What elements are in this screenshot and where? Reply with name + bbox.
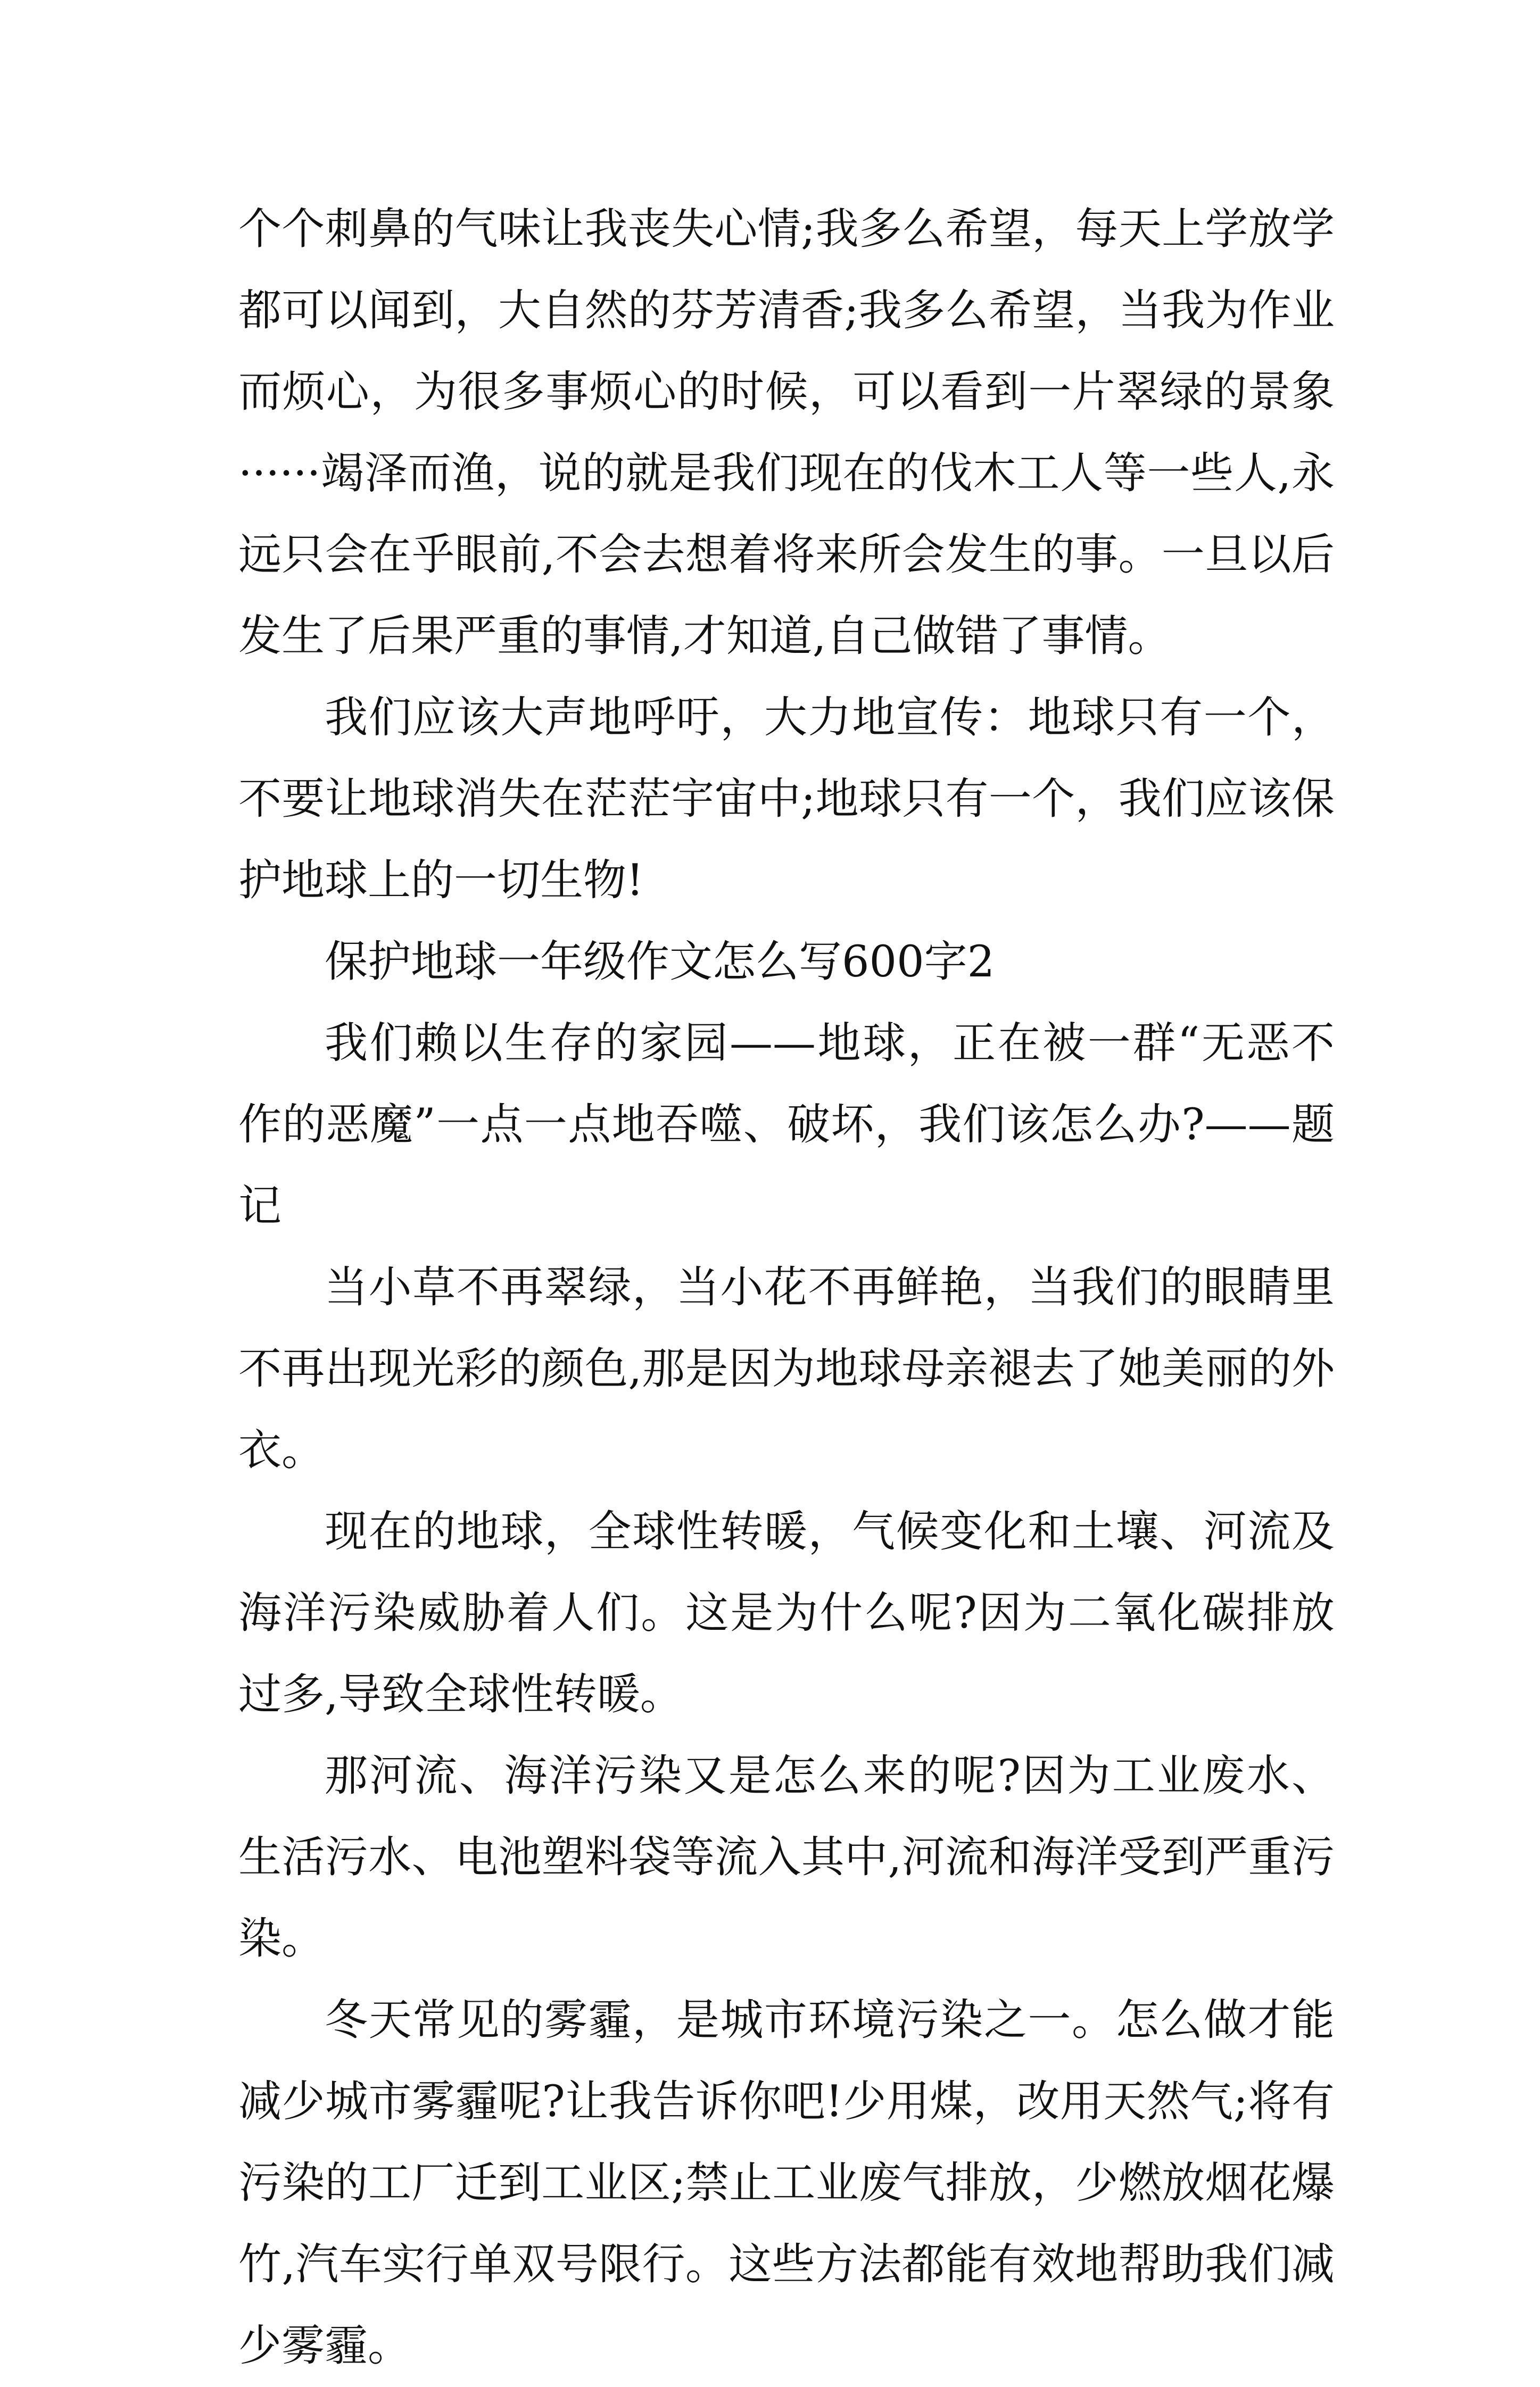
paragraph: 我们赖以生存的家园——地球，正在被一群“无恶不作的恶魔”一点一点地吞噬、破坏，我们该怎么办?——题记 [238, 1018, 1335, 1231]
document-body [238, 189, 1335, 2387]
paragraph-continuation: 个个刺鼻的气味让我丧失心情;我多么希望，每天上学放学都可以闻到，大自然的芬芳清香;我多么希望，当我为作业而烦心，为很多事烦心的时候，可以看到一片翠绿的景象······竭泽而渔，说的就是我们现在的伐木工人等一些人,永远只会在乎眼前,不会去想着将来所会发生的事。一旦以后发生了后果严重的事情,才知道,自己做错了事情。 [238, 204, 1335, 661]
paragraph: 我们应该大声地呼吁，大力地宣传：地球只有一个，不要让地球消失在茫茫宇宙中;地球只有一个，我们应该保护地球上的一切生物! [238, 693, 1335, 906]
section-heading: 保护地球一年级作文怎么写600字2 [325, 937, 995, 987]
paragraph: 当小草不再翠绿，当小花不再鲜艳，当我们的眼睛里不再出现光彩的颜色,那是因为地球母亲褪去了她美丽的外衣。 [238, 1263, 1335, 1476]
paragraph: 那河流、海洋污染又是怎么来的呢?因为工业废水、生活污水、电池塑料袋等流入其中,河流和海洋受到严重污染。 [238, 1751, 1335, 1964]
paragraph: 现在的地球，全球性转暖，气候变化和土壤、河流及海洋污染威胁着人们。这是为什么呢?因为二氧化碳排放过多,导致全球性转暖。 [238, 1507, 1335, 1720]
paragraph: 冬天常见的雾霾，是城市环境污染之一。怎么做才能减少城市雾霾呢?让我告诉你吧!少用煤，改用天然气;将有污染的工厂迁到工业区;禁止工业废气排放，少燃放烟花爆竹,汽车实行单双号限行。这些方法都能有效地帮助我们减少雾霾。 [238, 1995, 1335, 2371]
